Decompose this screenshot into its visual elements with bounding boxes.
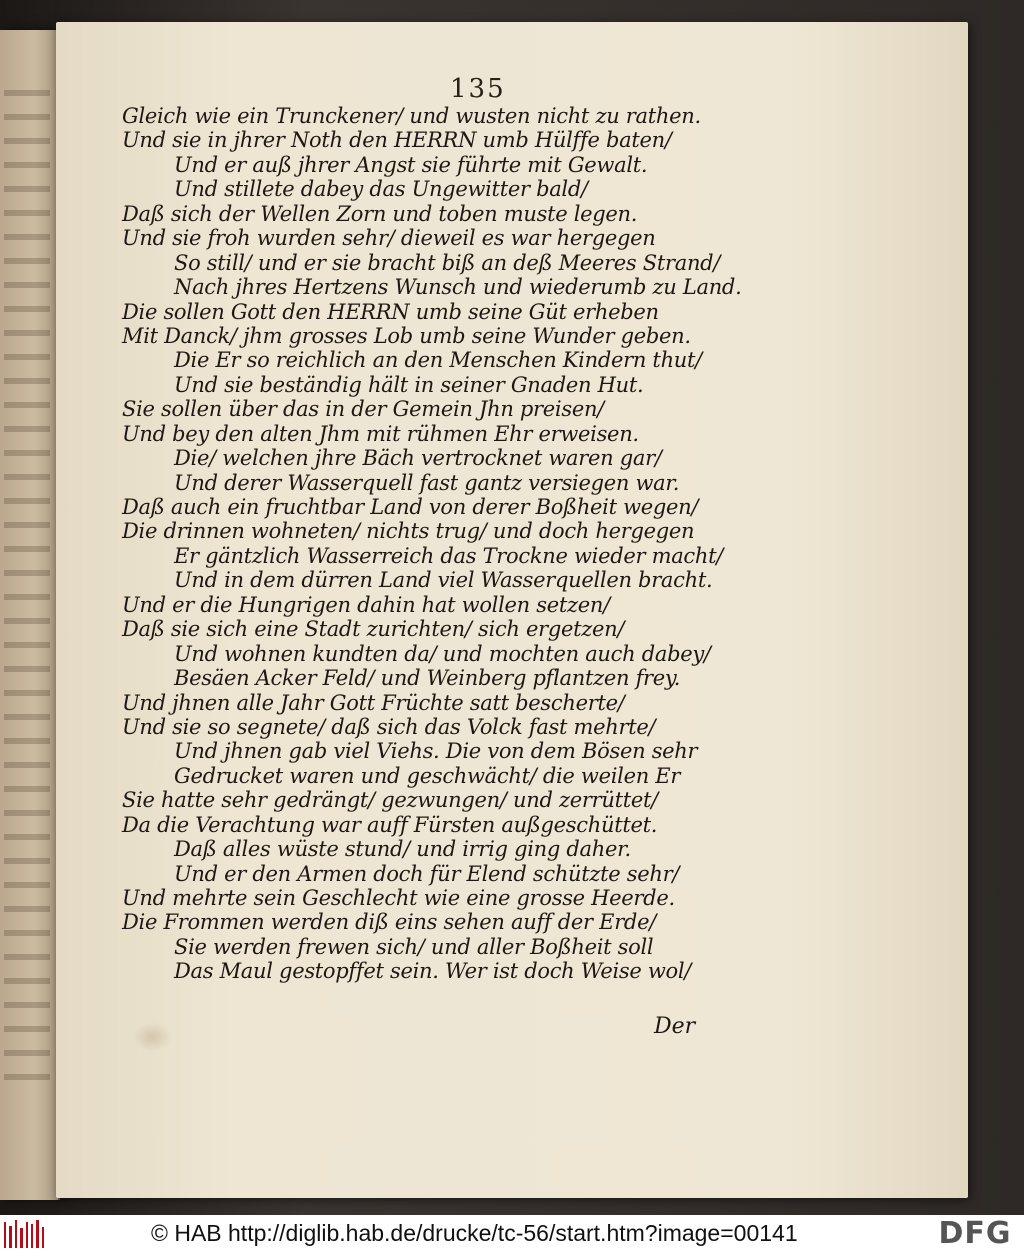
- text-line: Mit Danck/ jhm grosses Lob umb seine Wunder geben.: [122, 323, 691, 348]
- text-line: Und sie so segnete/ daß sich das Volck fast mehrte/: [122, 714, 656, 739]
- text-line: Sie werden frewen sich/ und aller Boßheit soll: [174, 934, 654, 959]
- text-line: Und er den Armen doch für Elend schützte sehr/: [174, 861, 680, 886]
- dfg-logo: DFG: [938, 1216, 1012, 1251]
- text-line: Daß auch ein fruchtbar Land von derer Boßheit wegen/: [122, 495, 699, 519]
- text-line: Die sollen Gott den HERRN umb seine Güt erheben: [122, 299, 659, 324]
- text-line: Und sie in jhrer Noth den HERRN umb Hülffe baten/: [122, 128, 672, 153]
- text-line: Und jhnen gab viel Viehs. Die von dem Bösen sehr: [174, 739, 698, 764]
- text-line: Und wohnen kundten da/ und mochten auch dabey/: [174, 641, 711, 666]
- text-line: Sie sollen über das in der Gemein Jhn preisen/: [122, 397, 604, 422]
- copyright-link[interactable]: © HAB http://diglib.hab.de/drucke/tc-56/start.htm?image=00141: [151, 1220, 798, 1246]
- text-line: Und bey den alten Jhm mit rühmen Ehr erweisen.: [122, 421, 639, 446]
- text-line: Die Frommen werden diß eins sehen auff der Erde/: [122, 910, 656, 935]
- text-line: Und er die Hungrigen dahin hat wollen setzen/: [122, 592, 610, 617]
- hab-barcode-logo-icon: [4, 1218, 44, 1248]
- text-line: Daß sich der Wellen Zorn und toben muste legen.: [122, 201, 638, 226]
- text-line: Gedrucket waren und geschwächt/ die weilen Er: [174, 763, 681, 788]
- page-number: 135: [450, 74, 506, 104]
- text-line: Und in dem dürren Land viel Wasserquellen bracht.: [174, 568, 713, 593]
- text-line: Nach jhres Hertzens Wunsch und wiederumb zu Land.: [174, 275, 742, 300]
- text-line: Daß sie sich eine Stadt zurichten/ sich ergetzen/: [122, 617, 625, 642]
- text-line: Die/ welchen jhre Bäch vertrocknet waren gar/: [174, 446, 662, 471]
- text-line: Und sie beständig hält in seiner Gnaden Hut.: [174, 372, 644, 397]
- text-line: Die drinnen wohneten/ nichts trug/ und doch hergegen: [122, 519, 695, 544]
- text-line: Sie hatte sehr gedrängt/ gezwungen/ und zerrüttet/: [122, 788, 658, 813]
- text-line: Daß alles wüste stund/ und irrig ging daher.: [174, 837, 631, 862]
- text-line: So still/ und er sie bracht biß an deß Meeres Strand/: [174, 250, 721, 275]
- text-line: Er gäntzlich Wasserreich das Trockne wieder macht/: [174, 543, 724, 568]
- text-line: Und stillete dabey das Ungewitter bald/: [174, 177, 588, 202]
- book-page: [56, 22, 968, 1198]
- text-line: Besäen Acker Feld/ und Weinberg pflantzen frey.: [174, 666, 681, 691]
- text-line: Gleich wie ein Trunckener/ und wusten nicht zu rathen.: [122, 104, 701, 128]
- text-line: Und jhnen alle Jahr Gott Früchte satt bescherte/: [122, 690, 625, 715]
- catchword: Der: [654, 1014, 696, 1039]
- text-line: Und derer Wasserquell fast gantz versiegen war.: [174, 470, 680, 495]
- paper-stain: [132, 1022, 172, 1052]
- text-line: Und sie froh wurden sehr/ dieweil es war hergegen: [122, 226, 656, 251]
- text-line: Und er auß jhrer Angst sie führte mit Gewalt.: [174, 152, 648, 177]
- text-line: Und mehrte sein Geschlecht wie eine grosse Heerde.: [122, 886, 675, 910]
- text-line: Die Er so reichlich an den Menschen Kindern thut/: [174, 348, 702, 373]
- footer-bar: [0, 1215, 1024, 1252]
- text-line: Da die Verachtung war auff Fürsten außgeschüttet.: [122, 812, 658, 837]
- previous-page-edge: [0, 30, 60, 1200]
- poem-text: [56, 104, 968, 984]
- text-line: Das Maul gestopffet sein. Wer ist doch Weise wol/: [174, 959, 692, 984]
